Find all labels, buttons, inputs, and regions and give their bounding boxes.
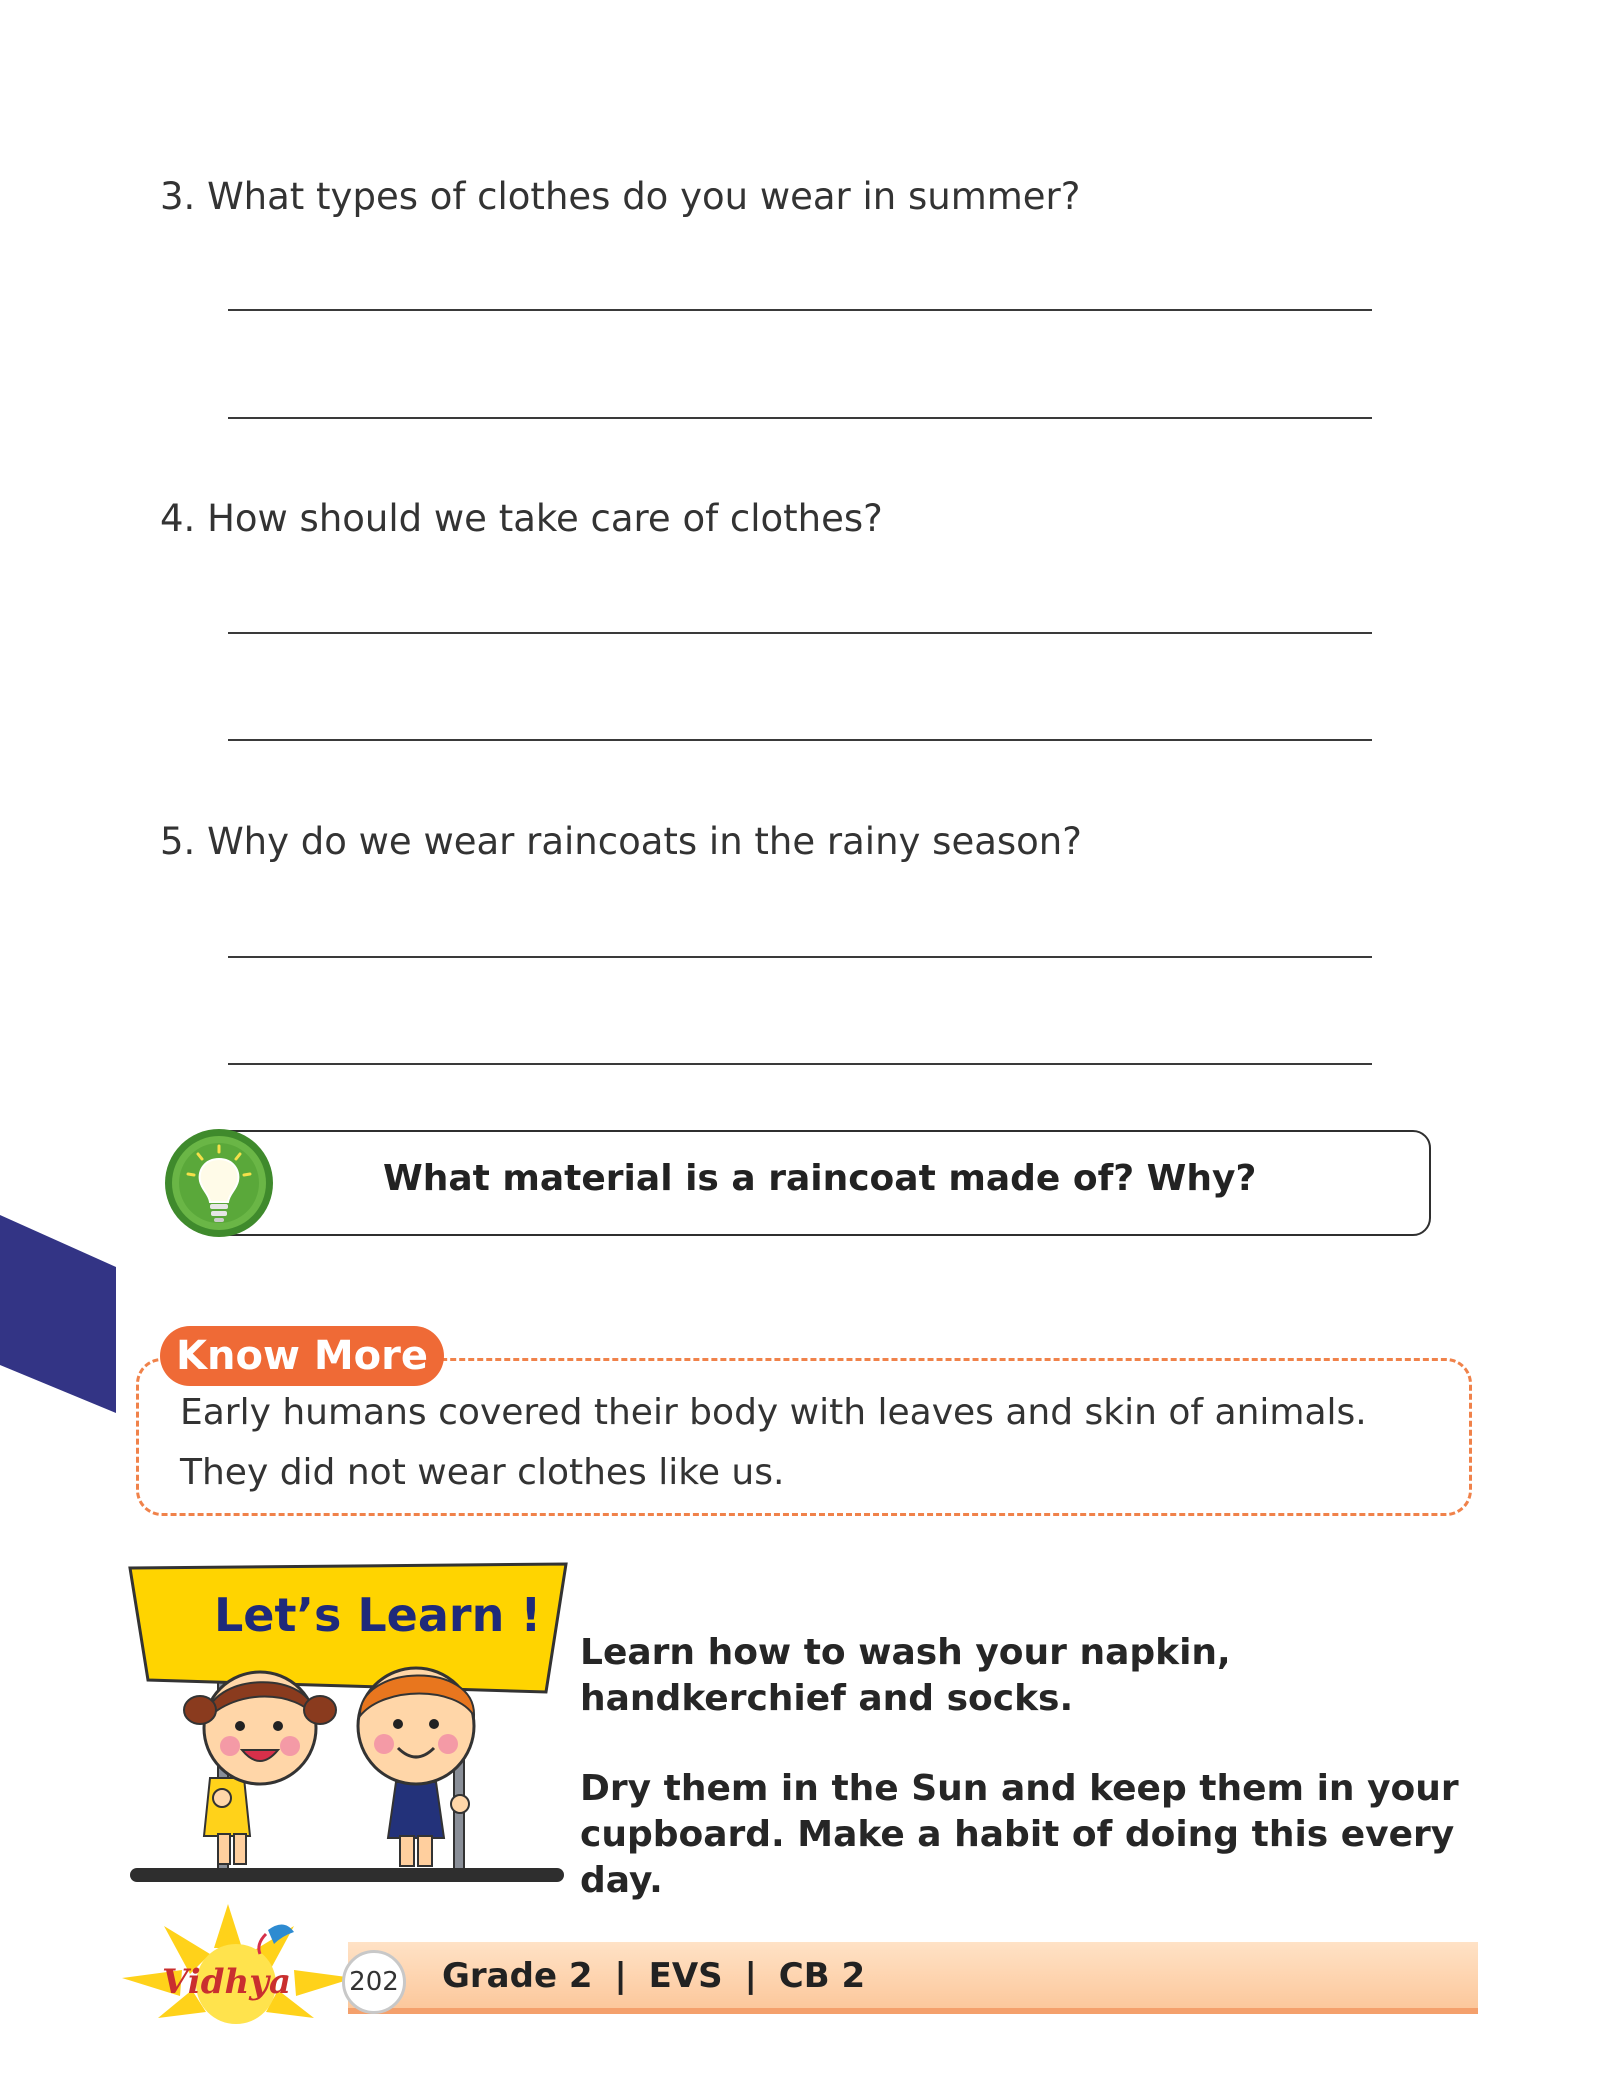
logo-text: Vidhya <box>162 1962 291 2002</box>
know-more-line: Early humans covered their body with leaves and skin of animals. <box>180 1392 1367 1433</box>
question-text: What types of clothes do you wear in summer? <box>207 175 1081 218</box>
lightbulb-icon <box>162 1128 276 1238</box>
answer-line[interactable] <box>228 739 1372 741</box>
answer-line[interactable] <box>228 417 1372 419</box>
think-question: What material is a raincoat made of? Why? <box>383 1158 1257 1199</box>
lets-learn-banner-text: Let’s Learn ! <box>214 1588 542 1642</box>
question-text: How should we take care of clothes? <box>207 497 883 540</box>
know-more-line: They did not wear clothes like us. <box>180 1452 785 1493</box>
question-3 <box>160 175 1080 218</box>
footer-grade: Grade 2 <box>442 1956 593 1996</box>
page-number: 202 <box>349 1967 399 1997</box>
answer-line[interactable] <box>228 1063 1372 1065</box>
answer-line[interactable] <box>228 632 1372 634</box>
page-number-badge <box>342 1950 406 2014</box>
footer-subject: EVS <box>648 1956 723 1996</box>
question-5 <box>160 820 1082 863</box>
answer-line[interactable] <box>228 309 1372 311</box>
question-number: 3. <box>160 175 196 218</box>
lets-learn-paragraph: Dry them in the Sun and keep them in your cupboard. Make a habit of doing this every day. <box>580 1768 1459 1901</box>
lets-learn-paragraph: Learn how to wash your napkin, handkerchief and socks. <box>580 1632 1231 1719</box>
question-number: 5. <box>160 820 196 863</box>
question-4 <box>160 497 883 540</box>
footer-underline <box>348 2008 1478 2014</box>
footer-book: CB 2 <box>778 1956 866 1996</box>
side-tab <box>0 1215 118 1415</box>
know-more-badge: Know More <box>160 1326 444 1386</box>
footer-title <box>442 1956 865 1996</box>
question-number: 4. <box>160 497 196 540</box>
footer-separator: | <box>614 1956 627 1996</box>
answer-line[interactable] <box>228 956 1372 958</box>
question-text: Why do we wear raincoats in the rainy season? <box>207 820 1082 863</box>
footer-separator: | <box>744 1956 757 1996</box>
